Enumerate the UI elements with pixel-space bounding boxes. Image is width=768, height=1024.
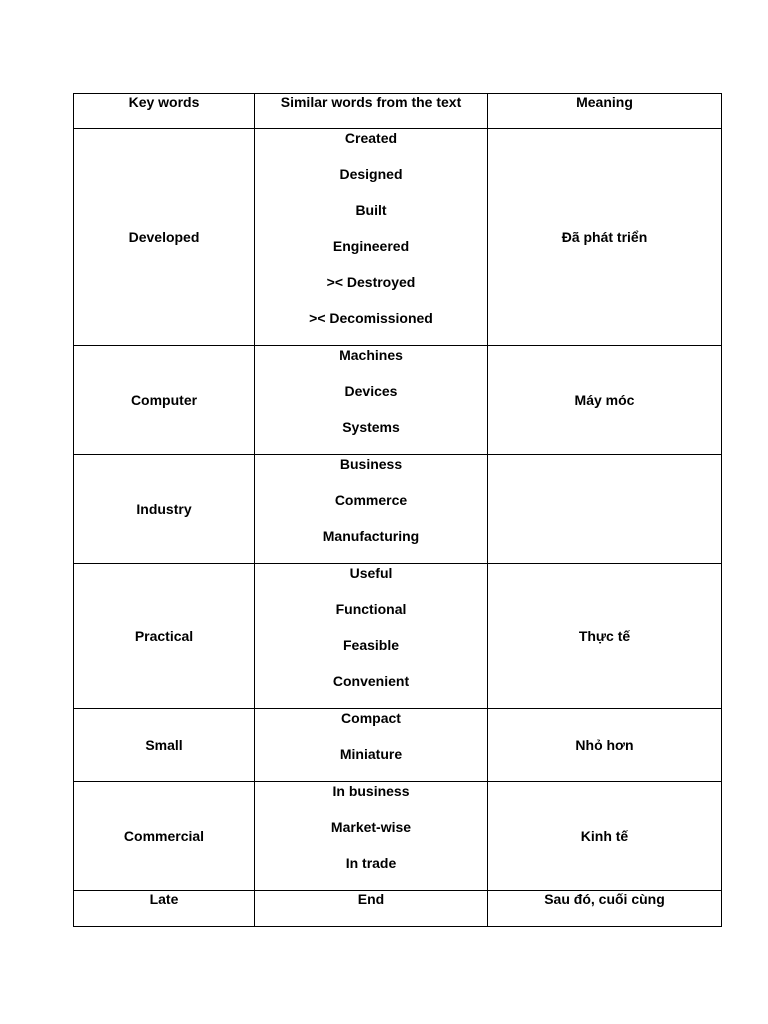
similar-word: >< Decomissioned [309, 310, 433, 326]
similar-words-cell [255, 346, 488, 455]
similar-words-cell [255, 129, 488, 346]
header-key-words: Key words [74, 94, 255, 129]
meaning-cell: Máy móc [488, 346, 722, 455]
similar-word: Machines [339, 347, 403, 363]
similar-words-cell [255, 709, 488, 782]
table-header-row [74, 94, 722, 129]
key-word-cell: Computer [74, 346, 255, 455]
key-word-cell: Small [74, 709, 255, 782]
header-meaning: Meaning [488, 94, 722, 129]
vocabulary-table [73, 93, 722, 927]
similar-word: Built [355, 202, 387, 218]
header-similar-words: Similar words from the text [255, 94, 488, 129]
meaning-cell: Thực tế [488, 564, 722, 709]
similar-words-cell: End [255, 891, 488, 927]
table-row [74, 455, 722, 564]
similar-word: Market-wise [330, 819, 412, 835]
similar-words-cell [255, 564, 488, 709]
table-row [74, 129, 722, 346]
meaning-cell: Đã phát triển [488, 129, 722, 346]
similar-word: Systems [342, 419, 400, 435]
similar-word: Manufacturing [322, 528, 420, 544]
similar-word: >< Destroyed [326, 274, 416, 290]
key-word-cell: Developed [74, 129, 255, 346]
table-row [74, 709, 722, 782]
similar-word: Compact [341, 710, 401, 726]
similar-word: Devices [344, 383, 398, 399]
meaning-cell: Sau đó, cuối cùng [488, 891, 722, 927]
similar-word: Convenient [332, 673, 410, 689]
table-row [74, 564, 722, 709]
similar-word: Functional [335, 601, 407, 617]
table-row [74, 346, 722, 455]
similar-words-cell [255, 455, 488, 564]
similar-word: Miniature [339, 746, 403, 762]
similar-word: In trade [345, 855, 397, 871]
meaning-cell: Kinh tế [488, 782, 722, 891]
similar-word: Useful [349, 565, 393, 581]
meaning-cell [488, 455, 722, 564]
table-row [74, 891, 722, 927]
key-word-cell: Industry [74, 455, 255, 564]
similar-word: Created [344, 130, 398, 146]
key-word-cell: Late [74, 891, 255, 927]
similar-words-cell [255, 782, 488, 891]
key-word-cell: Commercial [74, 782, 255, 891]
similar-word: Engineered [332, 238, 410, 254]
similar-word: Designed [339, 166, 403, 182]
similar-word: Commerce [334, 492, 408, 508]
key-word-cell: Practical [74, 564, 255, 709]
similar-word: Business [339, 456, 403, 472]
similar-word: Feasible [342, 637, 400, 653]
meaning-cell: Nhỏ hơn [488, 709, 722, 782]
table-row [74, 782, 722, 891]
similar-word: In business [332, 783, 410, 799]
